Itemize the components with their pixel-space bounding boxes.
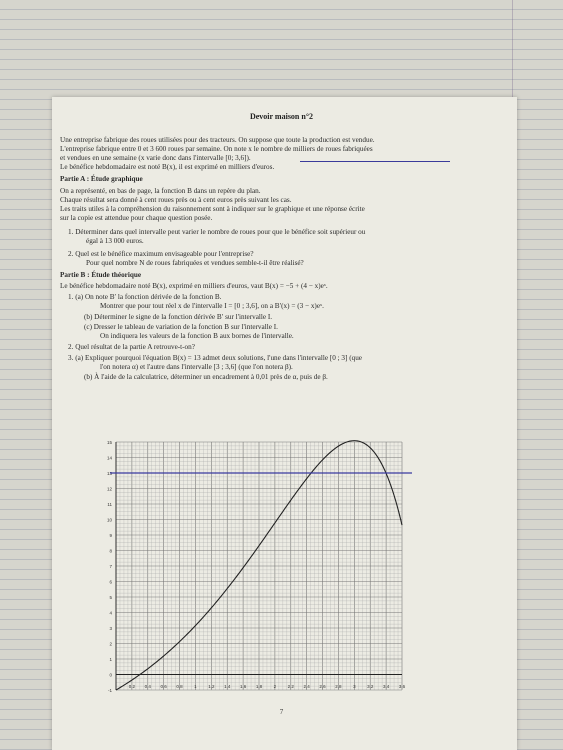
question-a1-line-1: 1. Déterminer dans quel intervalle peut varier le nombre de roues pour que le bénéfice soit supérieur ou [68,228,366,236]
intro-line-3: et vendues en une semaine (x varie donc dans l'intervalle [0; 3,6]). [60,154,251,162]
part-b-line-9: (b) À l'aide de la calculatrice, déterminer un encadrement à 0,01 près de α, puis de β. [84,373,328,381]
question-a2-line-1: 2. Quel est le bénéfice maximum envisageable pour l'entreprise? [68,250,254,258]
x-tick-label: 2,8 [335,684,342,689]
intro-line-2: L'entreprise fabrique entre 0 et 3 600 roues par semaine. On note x le nombre de milliers de roues fabriquées [60,145,373,153]
y-tick-label: 2 [109,641,112,647]
part-b-intro: Le bénéfice hebdomadaire noté B(x), exprimé en milliers d'euros, vaut B(x) = −5 + (4 − x)eˣ. [60,282,328,290]
part-b-line-5: On indiquera les valeurs de la fonction B aux bornes de l'intervalle. [100,332,294,340]
y-tick-label: 0 [109,672,112,678]
x-tick-label: 1,8 [255,684,263,689]
y-tick-label: 13 [106,471,112,476]
x-tick-label: 1 [194,684,197,689]
x-tick-label: 3,2 [367,684,374,689]
y-tick-label: 15 [106,440,112,445]
part-b-line-7: 3. (a) Expliquer pourquoi l'équation B(x) = 13 admet deux solutions, l'une dans l'intervalle [0 ; 3] (que [68,354,362,362]
y-tick-label: 4 [109,610,112,616]
y-tick-label: 14 [106,455,112,461]
x-tick-label: 0,6 [160,684,167,689]
part-a-line-4: sur la copie est attendue pour chaque question posée. [60,214,213,222]
intro-line-4: Le bénéfice hebdomadaire est noté B(x), il est exprimé en milliers d'euros. [60,163,275,171]
x-tick-label: 1,2 [208,684,215,689]
question-a2-line-2: Pour quel nombre N de roues fabriquées et vendues semble-t-il être réalisé? [86,259,304,267]
part-b-line-6: 2. Quel résultat de la partie A retrouve-t-on? [68,343,195,351]
x-tick-label: 2,2 [287,684,294,689]
part-b-line-4: (c) Dresser le tableau de variation de la fonction B sur l'intervalle I. [84,323,278,331]
document-title: Devoir maison n°2 [249,112,314,121]
part-b-line-3: (b) Déterminer le signe de la fonction dérivée B′ sur l'intervalle I. [84,313,273,321]
graph-grid [116,442,402,690]
y-tick-label: 9 [109,533,112,538]
y-tick-label: 3 [109,626,112,631]
y-tick-label: 1 [109,657,112,662]
y-tick-label: 6 [109,579,112,585]
x-tick-label: 2,4 [303,684,310,689]
part-a-line-1: On a représenté, en bas de page, la fonction B dans un repère du plan. [60,187,261,195]
intro-line-1: Une entreprise fabrique des roues utilisées pour des tracteurs. On suppose que toute la production est vendue. [60,136,375,144]
part-a-line-3: Les traits utiles à la compréhension du raisonnement sont à indiquer sur le graphique et une réponse écrite [60,205,365,213]
x-tick-label: 3,4 [382,684,390,689]
part-b-line-2: Montrer que pour tout réel x de l'intervalle I = [0 ; 3,6], on a B′(x) = (3 − x)eˣ. [100,302,324,310]
function-graph [96,436,416,698]
y-tick-label: 5 [109,595,112,600]
x-tick-label: 1,4 [224,684,231,689]
x-tick-label: 1,6 [239,684,247,689]
part-b-heading: Partie B : Étude théorique [60,271,142,279]
y-tick-label: -1 [107,688,112,693]
pen-underline [300,161,450,162]
x-tick-label: 0,8 [176,684,183,689]
y-tick-label: 7 [109,564,112,569]
y-tick-label: 11 [107,502,112,507]
part-a-heading: Partie A : Étude graphique [60,175,143,183]
page-number: 7 [279,708,284,716]
x-tick-label: 0,4 [144,684,151,689]
y-tick-label: 8 [109,548,112,554]
part-b-line-8: l'on notera α) et l'autre dans l'intervalle [3 ; 3,6] (que l'on notera β). [100,363,293,371]
x-tick-label: 0,2 [128,684,136,689]
x-tick-label: 2,6 [319,684,326,689]
y-tick-label: 10 [106,517,112,523]
part-b-line-1: 1. (a) On note B′ la fonction dérivée de la fonction B. [68,293,222,301]
x-tick-label: 3,6 [398,684,406,689]
part-a-line-2: Chaque résultat sera donné à cent roues près ou à cent euros près suivant les cas. [60,196,292,204]
x-tick-label: 3 [353,684,356,689]
y-tick-label: 12 [106,486,112,492]
x-tick-label: 2 [273,684,277,689]
question-a1-line-2: égal à 13 000 euros. [86,237,144,245]
